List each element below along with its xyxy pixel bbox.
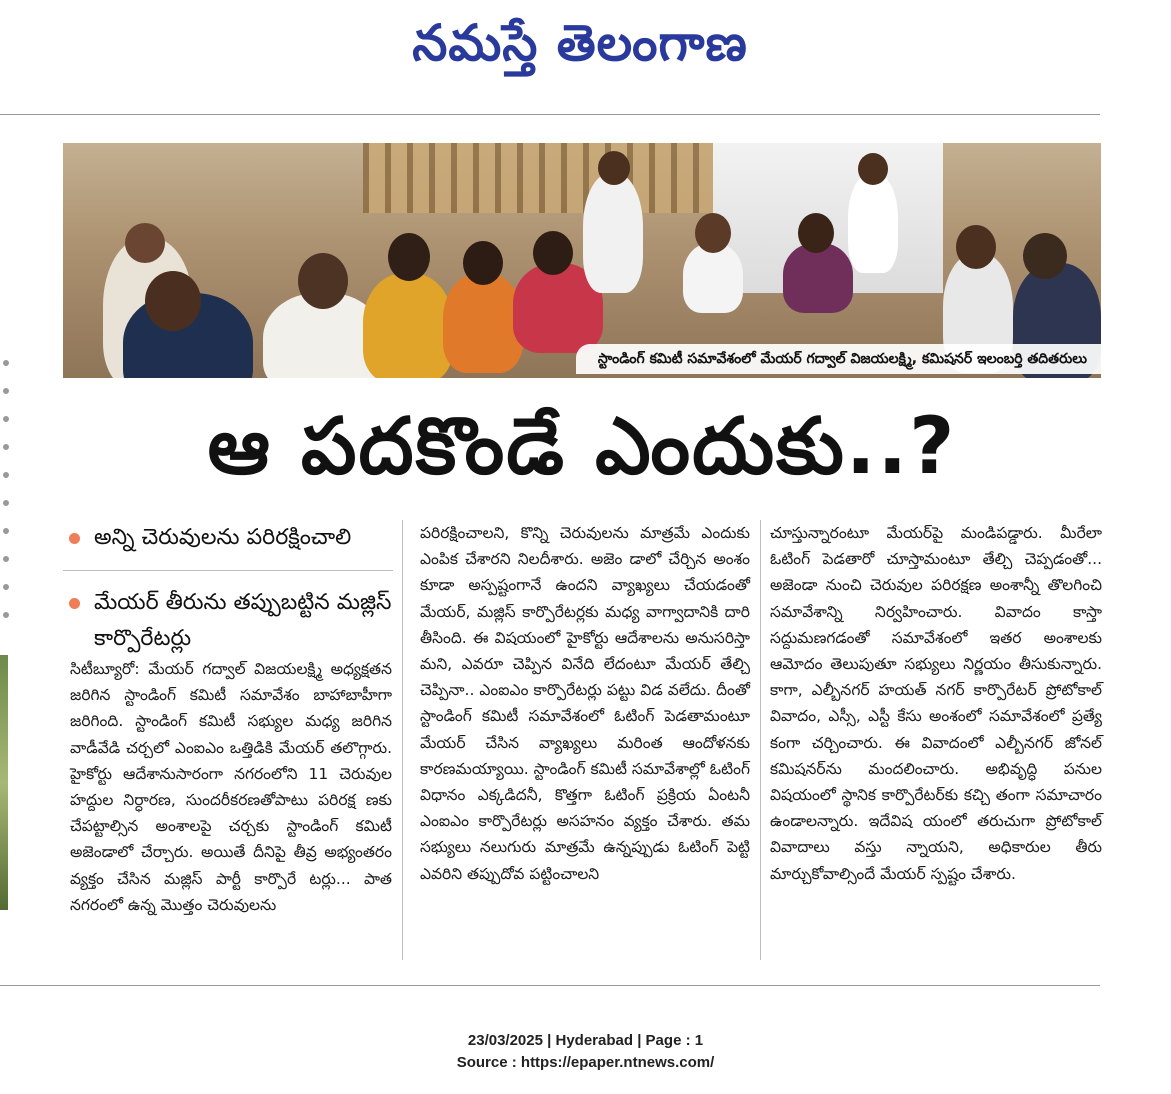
bullet-icon xyxy=(69,598,80,609)
column-text: పరిరక్షించాలని, కొన్ని చెరువులను మాత్రమే ఎందుకు ఎంపిక చేశారని నిలదీశారు. అజెం డాలో చేర్చిన అంశం కూడా అస్పష్టంగానే ఉందని వ్యాఖ్యలు చేయడంతో మేయర్, మజ్లిస్ కార్పొరేటర్లకు మధ్య వాగ్వాదానికి దారి తీసింది. ఈ విషయంలో హైకోర్టు ఆదేశాలను అనుసరిస్తా మని, ఎవరూ చెప్పిన వినేది లేదంటూ మేయర్ తేల్చి చెప్పినా.. ఎంఐఎం కార్పొరేటర్లు పట్టు విడ వలేదు. దీంతో స్టాండింగ్ కమిటీ సమావేశంలో ఓటింగ్ పెడతామంటూ మేయర్ చేసిన వ్యాఖ్యలు మరింత ఆందోళనకు కారణమయ్యాయి. స్టాండింగ్ కమిటీ సమావేశాల్లో ఓటింగ్ విధానం ఎక్కడిదనీ, కొత్తగా ఓటింగ్ ప్రక్రియ ఏంటనీ ఎంఐఎం కార్పొరేటర్లు అసహనం వ్యక్తం చేశారు. తమ సభ్యులు నలుగురు మాత్రమే ఉన్నప్పుడు ఓటింగ్ పెట్టి ఎవరిని తప్పుదోవ పట్టించాలని xyxy=(420,524,750,883)
highlight-text: మేయర్ తీరును తప్పుబట్టిన మజ్లిస్ కార్పొరేటర్లు xyxy=(94,590,392,651)
source-link[interactable]: Source : https://epaper.ntnews.com/ xyxy=(456,1054,715,1071)
top-divider xyxy=(0,114,1100,115)
article-column-3 xyxy=(770,520,1102,887)
photo-caption: స్టాండింగ్ కమిటీ సమావేశంలో మేయర్ గద్వాల్ విజయలక్ష్మి, కమిషనర్ ఇలంబర్తి తదితరులు xyxy=(576,344,1101,374)
page-footer xyxy=(0,1030,1171,1074)
column-divider xyxy=(402,520,403,960)
meeting-photo xyxy=(63,143,1101,378)
column-text: చూస్తున్నారంటూ మేయర్‌పై మండిపడ్డారు. మీరేలా ఓటింగ్ పెడతారో చూస్తామంటూ తేల్చి చెప్పడంతో... అజెండా నుంచి చెరువుల పరిరక్షణ అంశాన్నీ తొలగించి సమావేశాన్ని నిర్వహించారు. వివాదం కాస్తా సద్దుమణగడంతో సమావేశంలో ఇతర అంశాలకు ఆమోదం తెలుపుతూ సభ్యులు నిర్ణయం తీసుకున్నారు. కాగా, ఎల్బీనగర్ హయత్ నగర్ కార్పొరేటర్ ప్రోటోకాల్ వివాదం, ఎస్సీ, ఎస్టీ కేసు అంశంలో సమావేశంలో ప్రత్యే కంగా చర్చించారు. ఈ వివాదంలో ఎల్బీనగర్ జోనల్ కమిషనర్‌ను మందలించారు. అభివృద్ధి పనుల విషయంలో స్థానిక కార్పొరేటర్‌కు కచ్చి తంగా సమాచారం ఉండాలన్నారు. ఇదేవిష యంలో తరుచుగా ప్రోటోకాల్ వివాదాలు వస్తు న్నాయని, అధికారుల తీరు మార్చుకోవాల్సిందే మేయర్ స్పష్టం చేశారు. xyxy=(770,524,1102,883)
edition-info: 23/03/2025 | Hyderabad | Page : 1 xyxy=(467,1032,704,1049)
column-text: సిటీబ్యూరో: మేయర్ గద్వాల్ విజయలక్ష్మి అధ్యక్షతన జరిగిన స్టాండింగ్ కమిటీ సమావేశం బాహాబాహీగా జరిగింది. స్టాండింగ్ కమిటీ సభ్యుల మధ్య జరిగిన వాడీవేడి చర్చలో ఎంఐఎం ఒత్తిడికి మేయర్ తలొగ్గారు. హైకోర్టు ఆదేశానుసారంగా నగరంలోని 11 చెరువుల హద్దుల నిర్ధారణ, సుందరీకరణతోపాటు పరిరక్ష ణకు చేపట్టాల్సిన అంశాలపై చర్చకు స్టాండింగ్ కమిటీ అజెండాలో చేర్చారు. అయితే దీనిపై తీవ్ర అభ్యంతరం వ్యక్తం చేసిన మజ్లిస్ పార్టీ కార్పొరే టర్లు... పాత నగరంలో ఉన్న మొత్తం చెరువులను xyxy=(70,660,392,914)
highlight-item xyxy=(63,520,393,556)
highlight-item xyxy=(63,585,393,657)
article-column-2 xyxy=(420,520,750,887)
adjacent-photo-edge xyxy=(0,655,8,910)
highlight-divider xyxy=(63,570,393,571)
newspaper-masthead: నమస్తే తెలంగాణ xyxy=(412,13,748,72)
bullet-icon xyxy=(69,533,80,544)
adjacent-article-edge xyxy=(0,360,14,610)
article-headline: ఆ పదకొండే ఎందుకు..? xyxy=(207,402,957,492)
column-divider xyxy=(760,520,761,960)
bottom-divider xyxy=(0,985,1100,986)
article-column-1 xyxy=(70,656,392,918)
highlight-text: అన్ని చెరువులను పరిరక్షించాలి xyxy=(94,525,352,550)
article-highlights xyxy=(63,520,393,671)
